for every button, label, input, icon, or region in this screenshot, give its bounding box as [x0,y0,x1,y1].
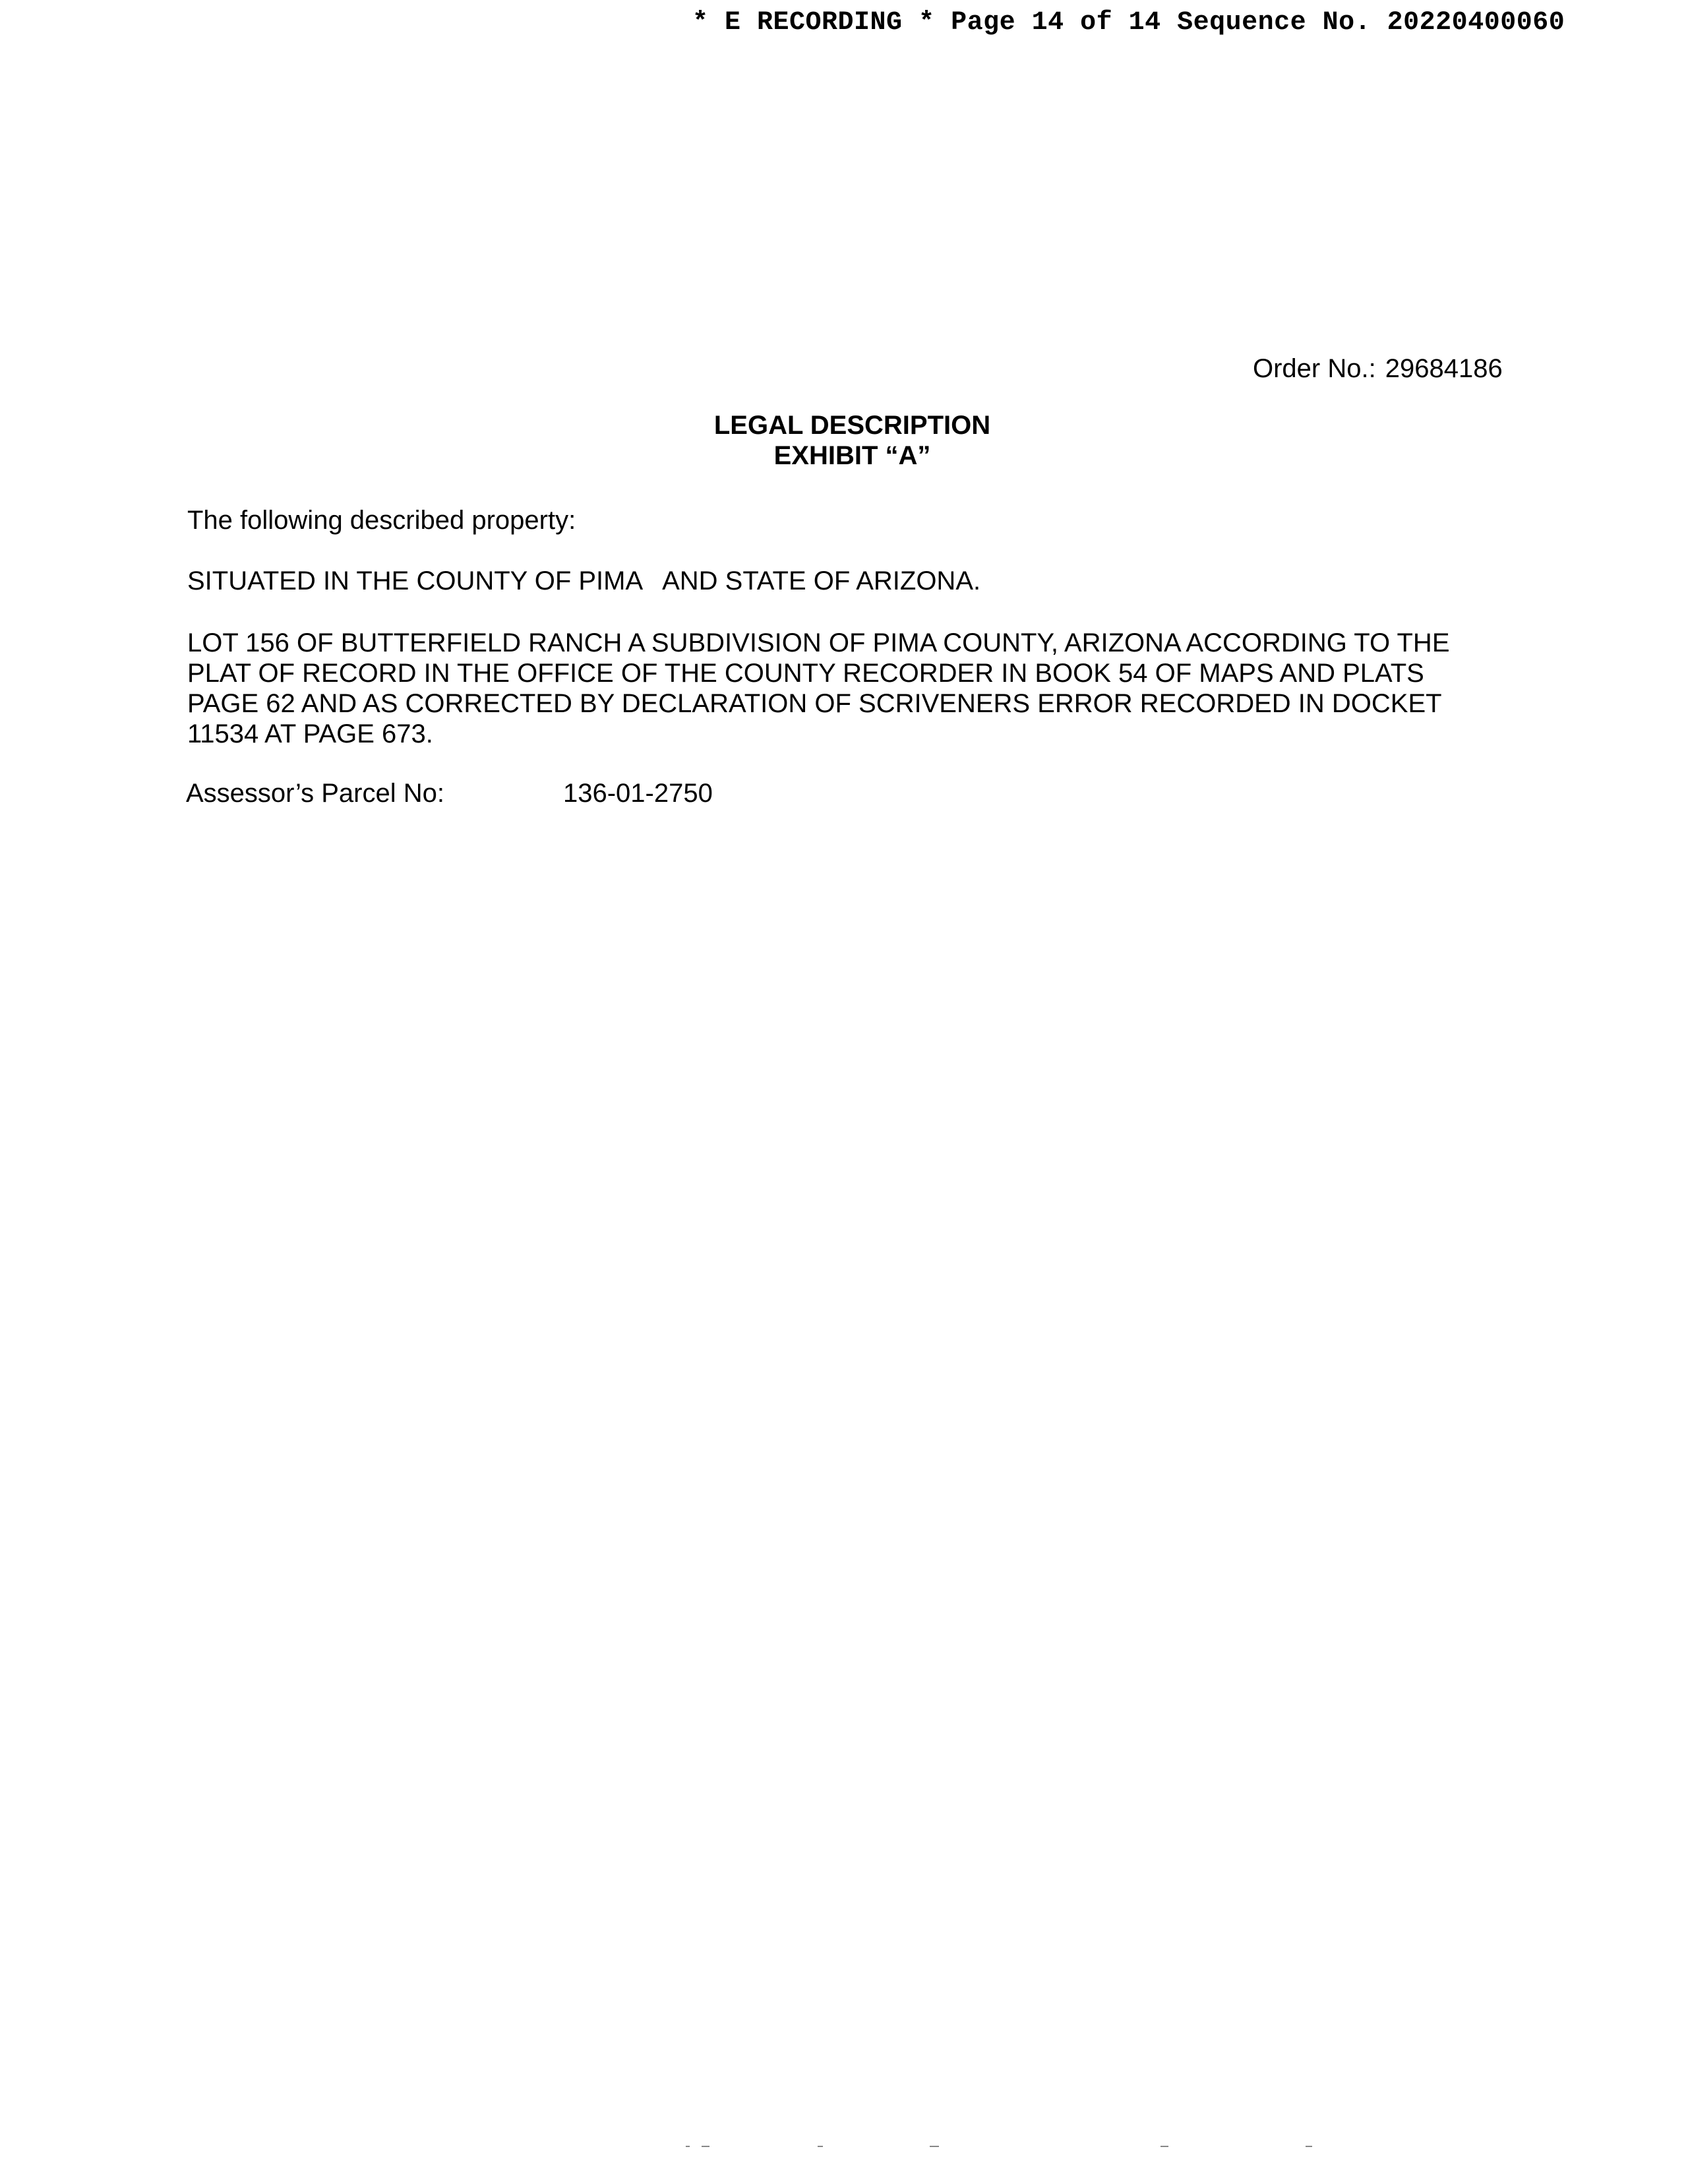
parcel-label: Assessor’s Parcel No: [186,779,444,808]
recording-stamp: * E RECORDING * Page 14 of 14 Sequence No. 20220400060 [692,8,1565,38]
title-legal-description: LEGAL DESCRIPTION [713,411,991,440]
order-number-label: Order No.: [1253,354,1376,383]
order-number-value: 29684186 [1385,354,1503,383]
order-number [1253,353,1503,384]
assessor-parcel-number [186,778,713,808]
title-exhibit: EXHIBIT “A” [773,441,931,470]
document-title [0,410,1688,471]
legal-description-paragraph [187,628,1480,749]
legal-line: PLAT OF RECORD IN THE OFFICE OF THE COUNTY RECORDER IN BOOK 54 OF MAPS AND PLATS [187,659,1424,688]
legal-line: PAGE 62 AND AS CORRECTED BY DECLARATION OF SCRIVENERS ERROR RECORDED IN DOCKET [187,689,1442,718]
scan-artifact [659,2146,1358,2151]
legal-line: 11534 AT PAGE 673. [187,719,433,748]
situated-text [187,566,980,596]
situated-line: SITUATED IN THE COUNTY OF PIMA AND STATE OF ARIZONA. [187,566,981,595]
intro-text: The following described property: [187,506,576,535]
parcel-value: 136-01-2750 [563,779,713,808]
legal-line: LOT 156 OF BUTTERFIELD RANCH A SUBDIVISION OF PIMA COUNTY, ARIZONA ACCORDING TO THE [187,628,1450,657]
